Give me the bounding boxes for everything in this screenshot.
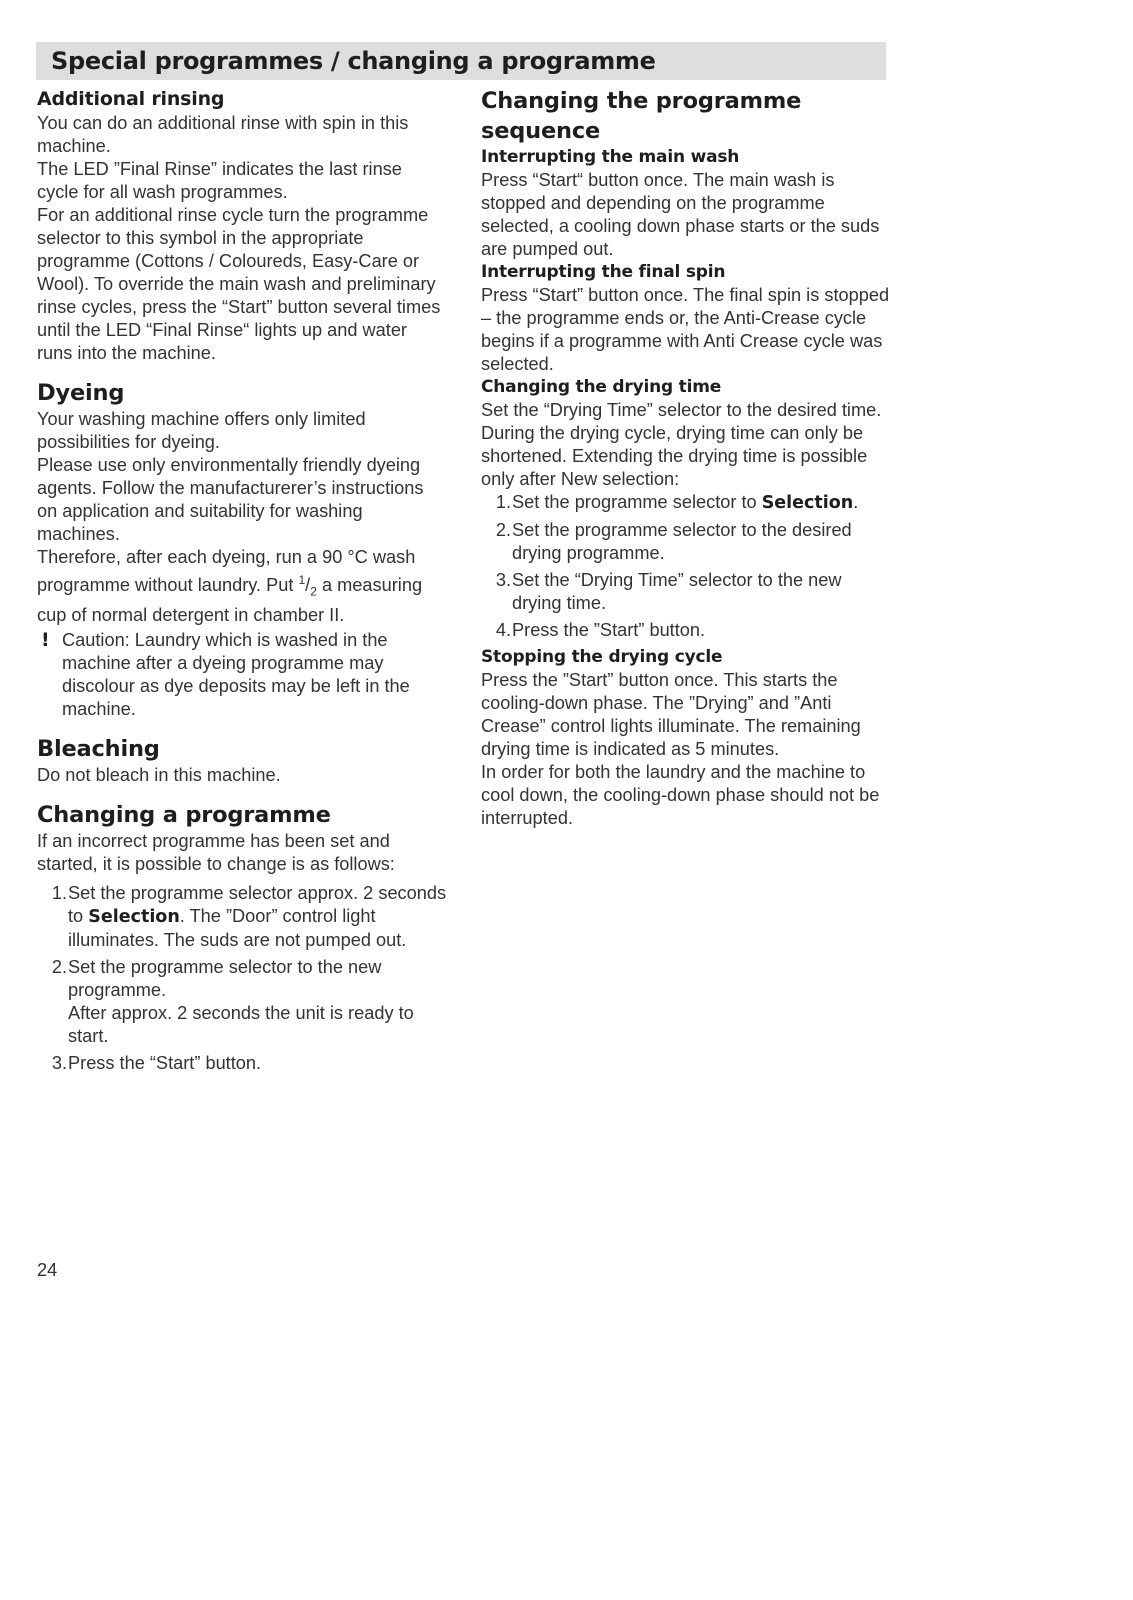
exclamation-icon: ! (41, 628, 50, 651)
page-title: Special programmes / changing a programme (51, 47, 656, 75)
section-changing-programme (37, 800, 447, 1075)
list-item (481, 569, 891, 615)
paragraph: Set the “Drying Time” selector to the desired time. (481, 400, 882, 420)
text-run: After approx. 2 seconds the unit is ready to start. (68, 1002, 414, 1046)
list-item (37, 1052, 447, 1075)
steps-list (481, 491, 891, 642)
list-item (37, 882, 447, 952)
heading-stopping-drying-cycle: Stopping the drying cycle (481, 647, 723, 667)
text-run: Set the programme selector approx. 2 seconds to (68, 882, 447, 926)
step-text: Press the ”Start” button. (512, 620, 706, 640)
section-dyeing (37, 378, 447, 721)
step-number: 2. (495, 520, 511, 540)
heading-additional-rinsing: Additional rinsing (37, 88, 225, 110)
step-number: 3. (51, 1052, 67, 1073)
caution-note (37, 629, 447, 721)
fraction-slash: / (305, 575, 311, 596)
list-item (37, 956, 447, 1048)
text-run: . The ”Door” control light illuminates. The suds are not pumped out. (68, 905, 407, 950)
step-text (68, 882, 447, 952)
paragraph: The LED ”Final Rinse” indicates the last rinse cycle for all wash programmes. (37, 159, 402, 202)
paragraph: Press “Start” button once. The final spin is stopped – the programme ends or, the Anti-Crease cycle begins if a programme with Anti Crease cycle was selected. (481, 285, 890, 374)
step-number: 4. (495, 620, 511, 640)
right-column (481, 86, 891, 830)
step-number: 2. (51, 956, 67, 977)
text-run: Set the programme selector to (512, 492, 762, 512)
heading-dyeing: Dyeing (37, 380, 125, 406)
text-bold: Selection (761, 493, 854, 513)
section-bleaching (37, 734, 447, 787)
step-text: Set the programme selector to the desired drying programme. (512, 520, 852, 563)
text-run: a measuring cup of normal detergent in chamber II. (37, 575, 423, 625)
step-number: 3. (495, 570, 511, 590)
paragraph: Please use only environmentally friendly dyeing agents. Follow the manufacturerer’s instructions on application and suitability for washing machines. (37, 455, 424, 544)
heading-changing-programme: Changing a programme (37, 801, 331, 828)
heading-interrupt-final-spin: Interrupting the final spin (481, 262, 726, 282)
step-text (512, 491, 891, 515)
step-number: 1. (495, 492, 511, 512)
paragraph: Press the ”Start” button once. This starts the cooling-down phase. The ”Drying” and ”Anti Crease” control lights illuminate. The remaining drying time is indicated as 5 minutes. (481, 670, 861, 759)
page-number: 24 (37, 1260, 58, 1280)
paragraph: If an incorrect programme has been set and started, it is possible to change is as follows: (37, 830, 395, 874)
step-text: Set the “Drying Time” selector to the new drying time. (512, 570, 842, 613)
heading-changing-drying-time: Changing the drying time (481, 377, 722, 397)
paragraph: Do not bleach in this machine. (37, 764, 281, 785)
text-run: . (853, 492, 859, 512)
paragraph: In order for both the laundry and the machine to cool down, the cooling-down phase should not be interrupted. (481, 762, 880, 828)
text-run: Set the programme selector to the new programme. (68, 956, 382, 1000)
left-column (37, 86, 447, 1079)
list-item (481, 619, 891, 642)
paragraph: Your washing machine offers only limited possibilities for dyeing. (37, 409, 366, 452)
fraction-numerator: 1 (298, 573, 306, 587)
list-item (481, 491, 891, 515)
paragraph (37, 546, 447, 627)
heading-programme-sequence: Changing the programme sequence (481, 88, 802, 144)
heading-interrupt-main-wash: Interrupting the main wash (481, 147, 740, 167)
paragraph: Press “Start“ button once. The main wash is stopped and depending on the programme selected, a cooling down phase starts or the suds are pumped out. (481, 170, 880, 259)
fraction-denominator: 2 (310, 584, 317, 599)
page-title-bar (36, 42, 886, 80)
caution-text: Caution: Laundry which is washed in the machine after a dyeing programme may discolour as dye deposits may be left in the machine. (62, 629, 410, 719)
step-number: 1. (51, 882, 67, 903)
text-run: Therefore, after each dyeing, run a 90 °C wash programme without laundry. Put (37, 547, 416, 596)
step-text: Press the “Start” button. (68, 1052, 262, 1073)
heading-bleaching: Bleaching (37, 735, 160, 762)
section-additional-rinsing (37, 86, 447, 365)
text-bold: Selection (88, 906, 180, 927)
paragraph: During the drying cycle, drying time can only be shortened. Extending the drying time is possible only after New selection: (481, 423, 868, 489)
paragraph: For an additional rinse cycle turn the programme selector to this symbol in the appropriate programme (Cottons / Coloureds, Easy-Care or Wool). To override the main wash and preliminary rinse cycles, press the “Start” button several times until the LED “Final Rinse“ lights up and water runs into the machine. (37, 205, 441, 363)
steps-list (37, 882, 447, 1075)
list-item (481, 519, 891, 565)
step-text (68, 956, 447, 1048)
paragraph: You can do an additional rinse with spin in this machine. (37, 113, 409, 156)
